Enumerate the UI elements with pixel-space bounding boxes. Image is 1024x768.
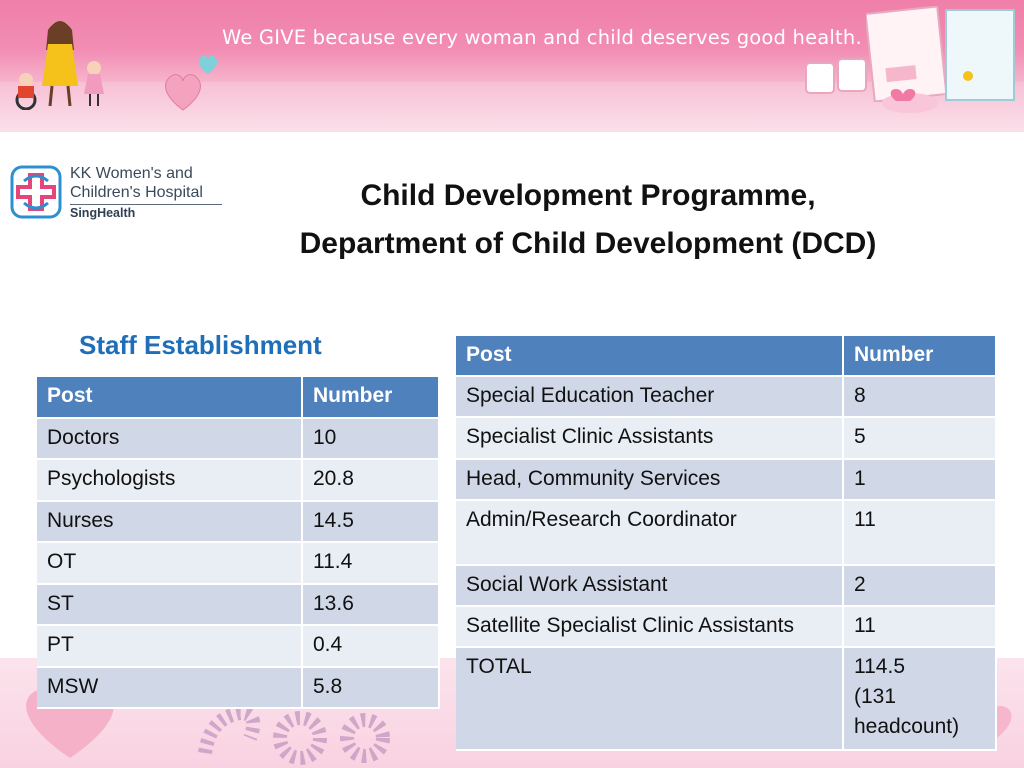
post-cell: Special Education Teacher <box>456 377 844 418</box>
table-row <box>456 460 997 501</box>
table-row <box>456 418 997 459</box>
table-row <box>37 668 440 710</box>
page-title-line-2: Department of Child Development (DCD) <box>299 227 877 260</box>
total-headcount-line-1: (131 <box>854 685 897 709</box>
post-cell: Psychologists <box>37 460 303 502</box>
table-row <box>456 501 997 566</box>
column-header-number: Number <box>303 377 440 419</box>
number-cell: 5.8 <box>303 668 440 710</box>
number-cell: 8 <box>844 377 997 418</box>
post-cell: Social Work Assistant <box>456 566 844 607</box>
table-row <box>456 377 997 418</box>
logo-line-1: KK Women's and <box>70 165 193 182</box>
table-row <box>37 543 440 585</box>
logo-line-3: SingHealth <box>70 206 136 220</box>
post-cell: Admin/Research Coordinator <box>456 501 844 566</box>
post-cell: Head, Community Services <box>456 460 844 501</box>
post-cell: MSW <box>37 668 303 710</box>
hospital-cross-icon <box>10 165 62 219</box>
table-row <box>37 460 440 502</box>
post-cell: Specialist Clinic Assistants <box>456 418 844 459</box>
post-cell: Nurses <box>37 502 303 544</box>
total-label-cell: TOTAL <box>456 648 844 751</box>
page-title <box>230 172 946 268</box>
table-row <box>37 585 440 627</box>
banner-tagline: We GIVE because every woman and child deserves good health. <box>222 26 862 49</box>
column-header-number: Number <box>844 336 997 377</box>
number-cell: 14.5 <box>303 502 440 544</box>
post-cell: Satellite Specialist Clinic Assistants <box>456 607 844 648</box>
table-row <box>456 566 997 607</box>
logo-divider <box>70 204 222 205</box>
column-header-post: Post <box>37 377 303 419</box>
table-row <box>37 502 440 544</box>
number-cell: 20.8 <box>303 460 440 502</box>
header-banner <box>0 0 1024 132</box>
post-cell: OT <box>37 543 303 585</box>
table-row <box>456 607 997 648</box>
table-header-row <box>37 377 440 419</box>
total-value: 114.5 <box>854 655 905 679</box>
family-illustration-icon <box>8 10 118 110</box>
hospital-logo <box>10 165 220 225</box>
table-row <box>37 419 440 461</box>
section-subtitle: Staff Establishment <box>79 330 322 360</box>
post-cell: Doctors <box>37 419 303 461</box>
number-cell: 0.4 <box>303 626 440 668</box>
number-cell: 11.4 <box>303 543 440 585</box>
staff-table-right <box>456 336 997 751</box>
column-header-post: Post <box>456 336 844 377</box>
page-title-line-1: Child Development Programme, <box>360 179 816 212</box>
total-headcount-line-2: headcount) <box>854 715 960 739</box>
mugs-illustration-icon <box>800 55 960 125</box>
table-row <box>37 626 440 668</box>
number-cell: 2 <box>844 566 997 607</box>
post-cell: ST <box>37 585 303 627</box>
post-cell: PT <box>37 626 303 668</box>
number-cell: 11 <box>844 607 997 648</box>
number-cell: 13.6 <box>303 585 440 627</box>
total-value-cell <box>844 648 997 751</box>
staff-table-left <box>37 377 440 709</box>
number-cell: 5 <box>844 418 997 459</box>
table-header-row <box>456 336 997 377</box>
logo-line-2: Children's Hospital <box>70 184 203 201</box>
number-cell: 10 <box>303 419 440 461</box>
number-cell: 11 <box>844 501 997 566</box>
heart-icon <box>196 52 220 76</box>
number-cell: 1 <box>844 460 997 501</box>
total-row <box>456 648 997 751</box>
